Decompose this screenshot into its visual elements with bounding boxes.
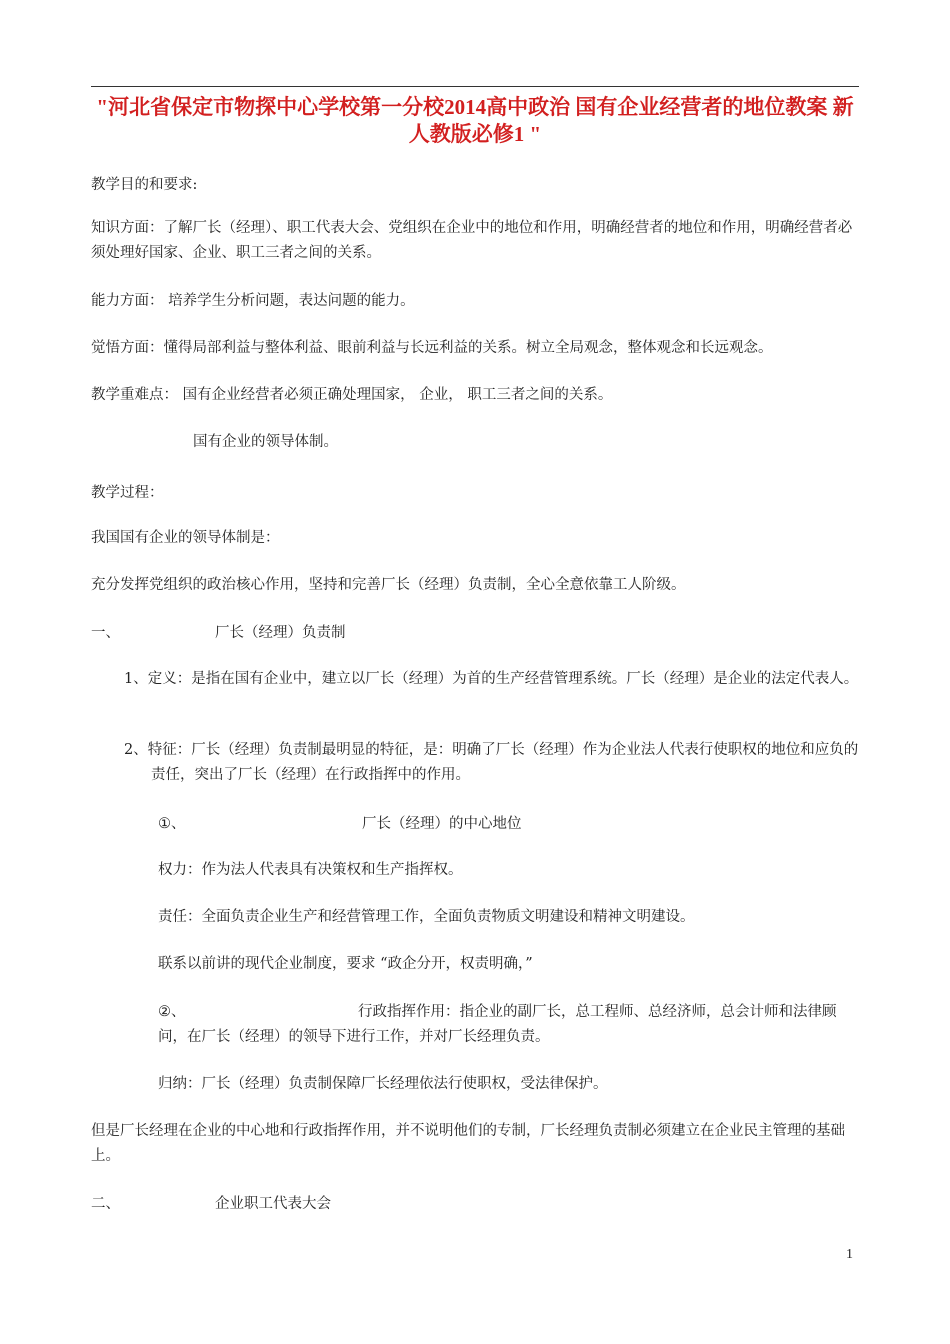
process-heading: 教学过程：	[91, 485, 164, 501]
document-title: "河北省保定市物探中心学校第一分校2014高中政治 国有企业经营者的地位教案 新人教版必修1 "	[96, 95, 854, 146]
responsibility-line: 责任：全面负责企业生产和经营管理工作，全面负责物质文明建设和精神文明建设。	[158, 909, 695, 925]
header-rule	[91, 86, 859, 87]
key-points-line-1: 教学重难点： 国有企业经营者必须正确处理国家， 企业， 职工三者之间的关系。	[91, 387, 613, 403]
however-paragraph: 但是厂长经理在企业的中心地和行政指挥作用，并不说明他们的专制，厂长经理负责制必须建立在企业民主管理的基础上。	[91, 1123, 845, 1164]
goals-heading: 教学目的和要求:	[91, 177, 198, 193]
sub-1-heading	[158, 812, 858, 837]
leadership-system-line: 我国国有企业的领导体制是：	[91, 530, 280, 546]
section-1-heading	[91, 621, 861, 646]
summary-line: 归纳：厂长（经理）负责制保障厂长经理依法行使职权，受法律保护。	[158, 1076, 608, 1092]
awareness-paragraph: 觉悟方面：懂得局部利益与整体利益、眼前利益与长远利益的关系。树立全局观念，整体观念和长远观念。	[91, 340, 773, 356]
sub-2-number: ②、	[158, 1004, 186, 1020]
sub-1-title: 厂长（经理）的中心地位	[362, 816, 522, 832]
section-2-heading	[91, 1192, 861, 1217]
item-1-definition: 1、定义：是指在国有企业中，建立以厂长（经理）为首的生产经营管理系统。厂长（经理）是企业的法定代表人。	[124, 671, 859, 687]
sub-1-number: ①、	[158, 816, 186, 832]
section-1-title: 厂长（经理）负责制	[215, 625, 346, 641]
leadership-description: 充分发挥党组织的政治核心作用，坚持和完善厂长（经理）负责制，全心全意依靠工人阶级。	[91, 577, 686, 593]
section-1-number: 一、	[91, 625, 120, 641]
sub-2-text: 行政指挥作用：指企业的副厂长，总工程师、总经济师，总会计师和法律顾问，在厂长（经理）的领导下进行工作，并对厂长经理负责。	[158, 1004, 837, 1045]
ability-paragraph: 能力方面： 培养学生分析问题，表达问题的能力。	[91, 293, 415, 309]
key-points-line-2: 国有企业的领导体制。	[193, 434, 338, 450]
knowledge-paragraph: 知识方面：了解厂长（经理）、职工代表大会、党组织在企业中的地位和作用，明确经营者的地位和作用，明确经营者必须处理好国家、企业、职工三者之间的关系。	[91, 220, 853, 261]
section-2-title: 企业职工代表大会	[215, 1196, 331, 1212]
page-number: 1	[846, 1247, 853, 1262]
power-line: 权力：作为法人代表具有决策权和生产指挥权。	[158, 862, 463, 878]
connect-line: 联系以前讲的现代企业制度，要求 “政企分开，权责明确，”	[158, 956, 533, 972]
item-2-features: 2、特征：厂长（经理）负责制最明显的特征，是：明确了厂长（经理）作为企业法人代表行使职权的地位和应负的责任，突出了厂长（经理）在行政指挥中的作用。	[124, 742, 859, 783]
section-2-number: 二、	[91, 1196, 120, 1212]
sub-2-paragraph	[158, 1000, 861, 1050]
